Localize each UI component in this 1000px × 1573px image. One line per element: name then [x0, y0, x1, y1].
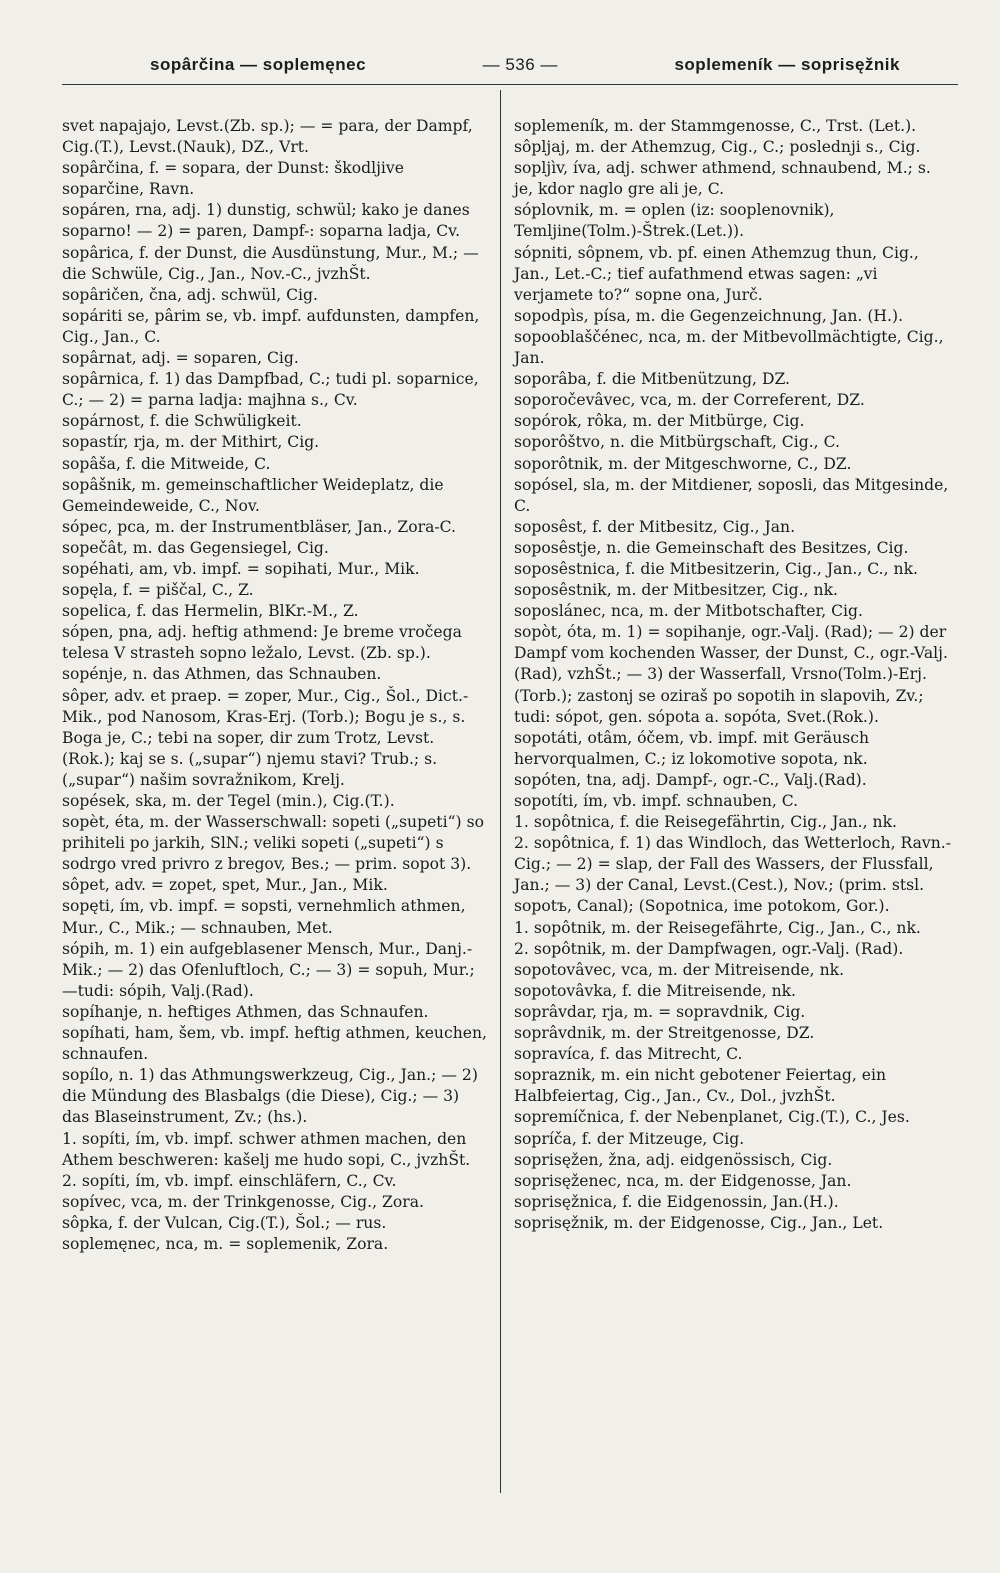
dictionary-entry: sopotáti, otâm, óčem, vb. impf. mit Geräusch hervorqualmen, C.; iz lokomotive sopota, nk.	[514, 728, 870, 768]
header-left-guideword: sopârčina — soplemęnec	[150, 55, 367, 74]
dictionary-entry: soprâvdar, rja, m. = sopravdnik, Cig.	[514, 1002, 806, 1021]
dictionary-entry: soprâvdnik, m. der Streitgenosse, DZ.	[514, 1024, 815, 1043]
dictionary-entry: sopastír, rja, m. der Mithirt, Cig.	[62, 433, 320, 452]
dictionary-entry: sopéhati, am, vb. impf. = sopihati, Mur., Mik.	[62, 559, 420, 578]
dictionary-entry: soporâba, f. die Mitbenützung, DZ.	[514, 370, 790, 389]
dictionary-entry: soposêstnica, f. die Mitbesitzerin, Cig., Jan., C., nk.	[514, 559, 918, 578]
dictionary-entry: sopęla, f. = piščal, C., Z.	[62, 581, 254, 600]
dictionary-entry: sopravíca, f. das Mitrecht, C.	[514, 1045, 743, 1064]
dictionary-entry: sopljìv, íva, adj. schwer athmend, schnaubend, M.; s. je, kdor naglo gre ali je, C.	[514, 159, 931, 199]
dictionary-entry: soposêstnik, m. der Mitbesitzer, Cig., nk.	[514, 581, 838, 600]
dictionary-entry: sôpet, adv. = zopet, spet, Mur., Jan., Mik.	[62, 876, 388, 895]
dictionary-entry: sopóten, tna, adj. Dampf-, ogr.-C., Valj.(Rad).	[514, 770, 867, 789]
dictionary-entry: sopárnost, f. die Schwüligkeit.	[62, 412, 302, 431]
dictionary-entry: sopáriti se, pârim se, vb. impf. aufdunsten, dampfen, Cig., Jan., C.	[62, 306, 480, 346]
dictionary-entry: sopâša, f. die Mitweide, C.	[62, 454, 271, 473]
page-number: — 536 —	[482, 55, 558, 74]
dictionary-entry: sopíhanje, n. heftiges Athmen, das Schnaufen.	[62, 1002, 429, 1021]
dictionary-entry: 2. sopôtnica, f. 1) das Windloch, das Wetterloch, Ravn.-Cig.; — 2) = slap, der Fall des Wassers, der Flussfall, Jan.; — 3) der Canal, Levst.(Cest.), Nov.; (prim. stsl. sopotъ, Canal); (Sopotnica, ime potokom, Gor.).	[514, 834, 951, 916]
dictionary-entry: sóplovnik, m. = oplen (iz: sooplenovnik), Temljine(Tolm.)-Štrek.(Let.)).	[514, 201, 835, 241]
dictionary-entry: sôpljaj, m. der Athemzug, Cig., C.; poslednji s., Cig.	[514, 138, 921, 157]
dictionary-entry: sôpka, f. der Vulcan, Cig.(T.), Šol.; — rus.	[62, 1213, 387, 1232]
column-divider	[500, 90, 501, 1493]
dictionary-entry: sopooblaščénec, nca, m. der Mitbevollmächtigte, Cig., Jan.	[514, 327, 944, 368]
dictionary-entry: sopraznik, m. ein nicht gebotener Feiertag, ein Halbfeiertag, Cig., Jan., Cv., Dol., jvzhŠt.	[514, 1066, 887, 1106]
dictionary-entry: 1. sopôtnica, f. die Reisegefährtin, Cig., Jan., nk.	[514, 813, 897, 832]
dictionary-entry: soprisęžnica, f. die Eidgenossin, Jan.(H.).	[514, 1192, 839, 1211]
dictionary-entry: soprisęženec, nca, m. der Eidgenosse, Jan.	[514, 1171, 852, 1190]
dictionary-entry: soplemeník, m. der Stammgenosse, C., Trst. (Let.).	[514, 117, 917, 135]
dictionary-entry: sopórok, rôka, m. der Mitbürge, Cig.	[514, 412, 805, 431]
dictionary-entry: soposêst, f. der Mitbesitz, Cig., Jan.	[514, 517, 796, 536]
dictionary-entry: sopotíti, ím, vb. impf. schnauben, C.	[514, 792, 799, 810]
dictionary-entry: soprisęžnik, m. der Eidgenosse, Cig., Jan., Let.	[514, 1213, 884, 1232]
dictionary-entry: sopâšnik, m. gemeinschaftlicher Weideplatz, die Gemeindeweide, C., Nov.	[62, 475, 444, 515]
dictionary-entry: sopečât, m. das Gegensiegel, Cig.	[62, 538, 329, 557]
dictionary-entry: sopósel, sla, m. der Mitdiener, soposli, das Mitgesinde, C.	[514, 475, 949, 515]
dictionary-entry: sópih, m. 1) ein aufgeblasener Mensch, Mur., Danj.-Mik.; — 2) das Ofenluftloch, C.; — 3) = sopuh, Mur.; —tudi: sópih, Valj.(Rad).	[62, 939, 475, 1000]
dictionary-entry: sopénje, n. das Athmen, das Schnauben.	[62, 665, 382, 684]
dictionary-entry: sopârica, f. der Dunst, die Ausdünstung, Mur., M.; — die Schwüle, Cig., Jan., Nov.-C., jvzhŠt.	[62, 243, 479, 283]
dictionary-entry: sopèt, éta, m. der Wasserschwall: sopeti („supeti“) so prihiteli po jarkih, SlN.; veliki sopeti („supeti“) s sodrgo vred privro z bregov, Bes.; — prim. sopot 3).	[62, 813, 484, 874]
dictionary-entry: soplemęnec, nca, m. = soplemenik, Zora.	[62, 1234, 389, 1253]
right-column	[514, 116, 954, 1234]
header-rule	[62, 84, 958, 85]
dictionary-entry: soporočevâvec, vca, m. der Correferent, DZ.	[514, 391, 865, 410]
dictionary-entry: sopíhati, ham, šem, vb. impf. heftig athmen, keuchen, schnaufen.	[62, 1024, 487, 1064]
dictionary-entry: sopríča, f. der Mitzeuge, Cig.	[514, 1129, 745, 1148]
dictionary-entry: sopârnica, f. 1) das Dampfbad, C.; tudi pl. soparnice, C.; — 2) = parna ladja: majhna s., Cv.	[62, 370, 479, 410]
dictionary-entry: sopotovâvka, f. die Mitreisende, nk.	[514, 981, 797, 1000]
dictionary-entry: soprisęžen, žna, adj. eidgenössisch, Cig.	[514, 1150, 833, 1169]
header-right-guideword: soplemeník — soprisęžnik	[674, 55, 900, 74]
dictionary-entry: sópniti, sôpnem, vb. pf. einen Athemzug thun, Cig., Jan., Let.-C.; tief aufathmend etwas sagen: „vi verjamete to?“ sopne ona, Jurč.	[514, 243, 919, 304]
dictionary-entry: sopílo, n. 1) das Athmungswerkzeug, Cig., Jan.; — 2) die Mündung des Blasbalgs (die Diese), Cig.; — 3) das Blaseinstrument, Zv.; (hs.).	[62, 1066, 478, 1127]
dictionary-entry: sôper, adv. et praep. = zoper, Mur., Cig., Šol., Dict.-Mik., pod Nanosom, Kras-Erj. (Torb.); Bogu je s., s. Boga je, C.; tebi na soper, dir zum Trotz, Levst.(Rok.); kaj se s. („supar“) njemu stavi? Trub.; s. („supar“) našim sovražnikom, Krelj.	[62, 686, 469, 789]
dictionary-entry: 1. sopíti, ím, vb. impf. schwer athmen machen, den Athem beschweren: kašelj me hudo sopi, C., jvzhŠt.	[62, 1129, 471, 1169]
dictionary-entry: sopęti, ím, vb. impf. = sopsti, vernehmlich athmen, Mur., C., Mik.; — schnauben, Met.	[62, 897, 466, 937]
dictionary-entry: sopârčina, f. = sopara, der Dunst: škodljive soparčine, Ravn.	[62, 159, 404, 199]
dictionary-entry: 1. sopôtnik, m. der Reisegefährte, Cig., Jan., C., nk.	[514, 918, 921, 937]
dictionary-entry: soporôštvo, n. die Mitbürgschaft, Cig., C.	[514, 433, 840, 452]
dictionary-entry: sópen, pna, adj. heftig athmend: Je breme vročega telesa V strasteh sopno ležalo, Levst. (Zb. sp.).	[62, 623, 462, 663]
dictionary-entry: soposlánec, nca, m. der Mitbotschafter, Cig.	[514, 602, 863, 621]
dictionary-entry: sopârnat, adj. = soparen, Cig.	[62, 349, 299, 368]
dictionary-entry: sopotovâvec, vca, m. der Mitreisende, nk.	[514, 960, 845, 979]
dictionary-entry: sópec, pca, m. der Instrumentbläser, Jan., Zora-C.	[62, 517, 456, 536]
dictionary-entry: sopívec, vca, m. der Trinkgenosse, Cig., Zora.	[62, 1192, 424, 1211]
dictionary-entry: sopòt, óta, m. 1) = sopihanje, ogr.-Valj. (Rad); — 2) der Dampf vom kochenden Wasser, der Dunst, C., ogr.-Valj.(Rad), vzhŠt.; — 3) der Wasserfall, Vrsno(Tolm.)-Erj. (Torb.); zastonj se oziraš po sopotih in slapovih, Zv.; tudi: sópot, gen. sópota a. sopóta, Svet.(Rok.).	[514, 623, 948, 726]
dictionary-entry: sopâričen, čna, adj. schwül, Cig.	[62, 285, 318, 304]
dictionary-entry: sopodpìs, písa, m. die Gegenzeichnung, Jan. (H.).	[514, 306, 904, 325]
dictionary-entry: sopések, ska, m. der Tegel (min.), Cig.(T.).	[62, 792, 395, 810]
page-header	[60, 50, 940, 80]
dictionary-entry: 2. sopôtnik, m. der Dampfwagen, ogr.-Valj. (Rad).	[514, 939, 904, 958]
dictionary-entry: soposêstje, n. die Gemeinschaft des Besitzes, Cig.	[514, 538, 909, 557]
dictionary-entry: sopremíčnica, f. der Nebenplanet, Cig.(T.), C., Jes.	[514, 1108, 910, 1127]
dictionary-entry: sopelica, f. das Hermelin, BlKr.-M., Z.	[62, 602, 359, 621]
dictionary-entry: sopáren, rna, adj. 1) dunstig, schwül; kako je danes soparno! — 2) = paren, Dampf-: soparna ladja, Cv.	[62, 201, 470, 241]
dictionary-entry: soporôtnik, m. der Mitgeschworne, C., DZ.	[514, 454, 852, 473]
dictionary-entry: 2. sopíti, ím, vb. impf. einschläfern, C., Cv.	[62, 1171, 397, 1190]
left-column	[62, 116, 487, 1255]
dictionary-entry: svet napajajo, Levst.(Zb. sp.); — = para, der Dampf, Cig.(T.), Levst.(Nauk), DZ., Vrt.	[62, 117, 473, 157]
